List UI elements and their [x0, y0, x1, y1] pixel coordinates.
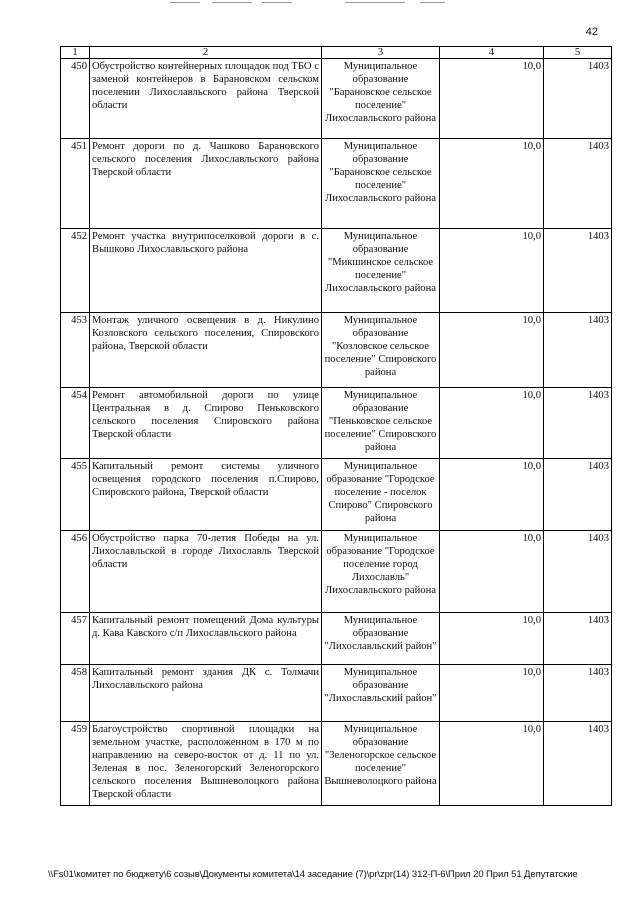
amount: 10,0 [440, 459, 544, 531]
table-row [61, 665, 612, 722]
table-row [61, 531, 612, 613]
project-name: Обустройство парка 70-летия Победы на ул. Лихославльской в городе Лихославль Тверской области [90, 531, 322, 613]
municipality: Муниципальное образование "Городское поселение город Лихославль" Лихославльского района [322, 531, 440, 613]
municipality: Муниципальное образование "Микшинское сельское поселение" Лихославльского района [322, 229, 440, 313]
amount: 10,0 [440, 613, 544, 665]
amount: 10,0 [440, 722, 544, 806]
code: 1403 [544, 531, 612, 613]
project-name: Капитальный ремонт здания ДК с. Толмачи Лихославльского района [90, 665, 322, 722]
municipality: Муниципальное образование "Козловское сельское поселение" Спировского района [322, 313, 440, 388]
row-number: 452 [61, 229, 90, 313]
page-number: 42 [585, 26, 598, 38]
code: 1403 [544, 139, 612, 229]
code: 1403 [544, 313, 612, 388]
amount: 10,0 [440, 229, 544, 313]
row-number: 459 [61, 722, 90, 806]
table-row [61, 59, 612, 139]
municipality: Муниципальное образование "Зеленогорское сельское поселение" Вышневолоцкого района [322, 722, 440, 806]
municipality: Муниципальное образование "Городское поселение - поселок Спирово" Спировского района [322, 459, 440, 531]
amount: 10,0 [440, 139, 544, 229]
row-number: 453 [61, 313, 90, 388]
table-row [61, 313, 612, 388]
amount: 10,0 [440, 388, 544, 459]
amount: 10,0 [440, 531, 544, 613]
row-number: 455 [61, 459, 90, 531]
appropriations-table [60, 46, 612, 806]
row-number: 454 [61, 388, 90, 459]
row-number: 451 [61, 139, 90, 229]
column-header-3: 3 [322, 47, 440, 59]
column-header-2: 2 [90, 47, 322, 59]
municipality: Муниципальное образование "Барановское сельское поселение" Лихославльского района [322, 59, 440, 139]
code: 1403 [544, 665, 612, 722]
row-number: 458 [61, 665, 90, 722]
project-name: Ремонт дороги по д. Чашково Барановского сельского поселения Лихославльского района Тверской области [90, 139, 322, 229]
municipality: Муниципальное образование "Лихославльский район" [322, 613, 440, 665]
code: 1403 [544, 459, 612, 531]
row-number: 457 [61, 613, 90, 665]
project-name: Благоустройство спортивной площадки на земельном участке, расположенном в 170 м по направлению на северо-восток от д. 11 по ул. Зеленая в пос. Зеленогорский Зеленогорского сельского поселения Вышневолоцкого района Тверской области [90, 722, 322, 806]
amount: 10,0 [440, 313, 544, 388]
row-number: 450 [61, 59, 90, 139]
project-name: Ремонт участка внутрипоселковой дороги в с. Вышково Лихославльского района [90, 229, 322, 313]
table-row [61, 613, 612, 665]
table-row [61, 388, 612, 459]
file-path-footer: \\Fs01\комитет по бюджету\6 созыв\Документы комитета\14 заседание (7)\pr\zpr(14) 312-П-6\Прил 20 Прил 51 Депутатские [48, 869, 578, 880]
page-top-edge [0, 0, 640, 6]
project-name: Капитальный ремонт системы уличного освещения городского поселения п.Спирово, Спировского района, Тверской области [90, 459, 322, 531]
project-name: Монтаж уличного освещения в д. Никулино Козловского сельского поселения, Спировского района, Тверской области [90, 313, 322, 388]
table-row [61, 139, 612, 229]
project-name: Капитальный ремонт помещений Дома культуры д. Кава Кавского с/п Лихославльского района [90, 613, 322, 665]
code: 1403 [544, 59, 612, 139]
table-row [61, 459, 612, 531]
code: 1403 [544, 229, 612, 313]
column-number-row [61, 47, 612, 59]
municipality: Муниципальное образование "Барановское сельское поселение" Лихославльского района [322, 139, 440, 229]
table-row [61, 229, 612, 313]
code: 1403 [544, 722, 612, 806]
column-header-5: 5 [544, 47, 612, 59]
municipality: Муниципальное образование "Лихославльский район" [322, 665, 440, 722]
project-name: Ремонт автомобильной дороги по улице Центральная в д. Спирово Пеньковского сельского поселения Спировского района Тверской области [90, 388, 322, 459]
project-name: Обустройство контейнерных площадок под ТБО с заменой контейнеров в Барановском сельском поселении Лихославльского района Тверской области [90, 59, 322, 139]
code: 1403 [544, 388, 612, 459]
column-header-1: 1 [61, 47, 90, 59]
row-number: 456 [61, 531, 90, 613]
column-header-4: 4 [440, 47, 544, 59]
amount: 10,0 [440, 59, 544, 139]
amount: 10,0 [440, 665, 544, 722]
code: 1403 [544, 613, 612, 665]
table-row [61, 722, 612, 806]
municipality: Муниципальное образование "Пеньковское сельское поселение" Спировского района [322, 388, 440, 459]
